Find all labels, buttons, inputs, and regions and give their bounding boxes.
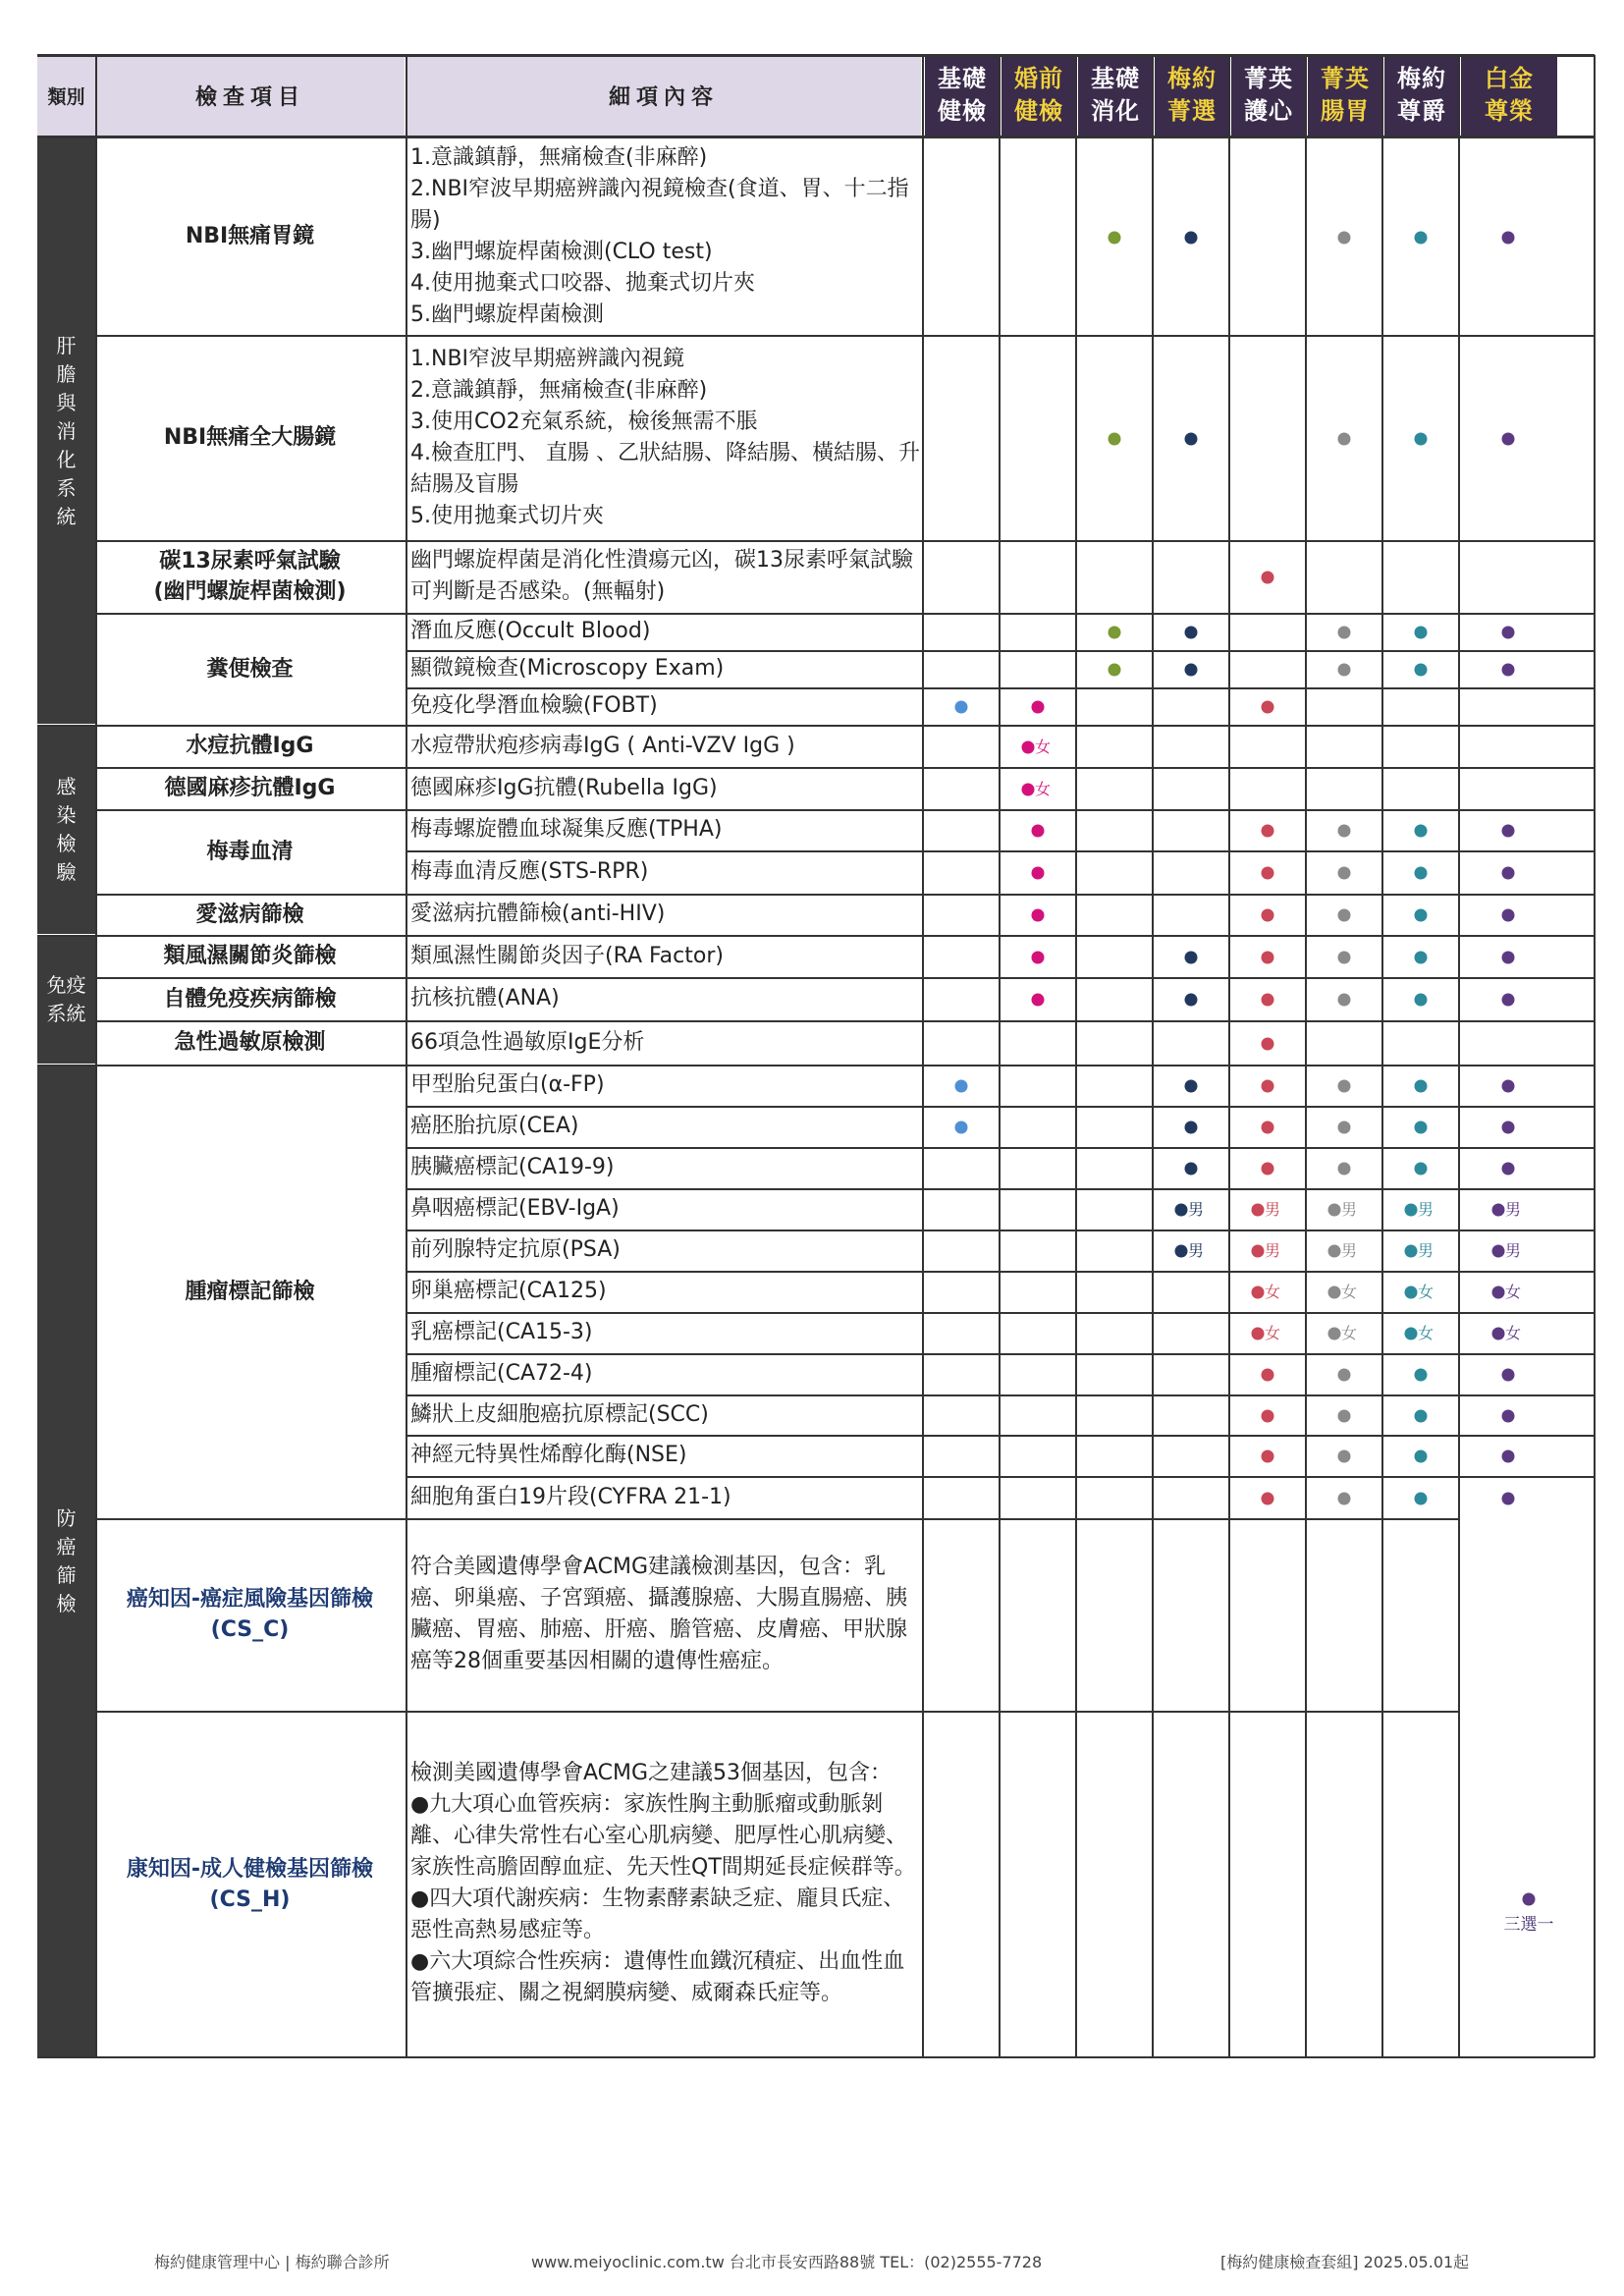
grid-line xyxy=(406,650,1595,652)
grid-line xyxy=(96,935,406,937)
package-included-dot xyxy=(1185,1163,1198,1175)
package-included-dot xyxy=(1405,1328,1418,1340)
package-included-dot xyxy=(1338,627,1351,639)
package-included-dot xyxy=(1338,1492,1351,1504)
gender-label: 女 xyxy=(1418,1283,1435,1301)
detail-cell xyxy=(406,336,921,539)
grid-line xyxy=(406,850,1595,852)
detail-text: 乳癌標記(CA15-3) xyxy=(410,1320,593,1344)
footer-org: 梅約健康管理中心 | 梅約聯合診所 xyxy=(154,2253,390,2271)
package-included-dot xyxy=(955,1121,968,1134)
package-included-dot xyxy=(1328,1204,1341,1217)
gender-label: 男 xyxy=(1505,1200,1522,1219)
package-included-dot xyxy=(1415,825,1428,838)
package-header-line1: 梅約 xyxy=(1167,65,1217,92)
package-included-dot xyxy=(1415,627,1428,639)
grid-line xyxy=(406,335,1595,337)
footer-edition: [梅約健康檢查套組] 2025.05.01起 xyxy=(1220,2253,1470,2271)
detail-text: 德國麻疹IgG抗體(Rubella IgG) xyxy=(410,775,718,800)
package-included-dot xyxy=(1032,994,1045,1007)
detail-cell xyxy=(406,978,921,1019)
gender-label: 女 xyxy=(1341,1283,1358,1301)
detail-text: 符合美國遺傳學會ACMG建議檢測基因，包含：乳癌、卵巢癌、子宮頸癌、攝護腺癌、大腸直腸癌、胰臟癌、胃癌、肺癌、肝癌、膽管癌、皮膚癌、甲狀腺癌等28個重要基因相關的遺傳性癌症。 xyxy=(410,1555,908,1673)
package-header-line2: 尊榮 xyxy=(1485,97,1534,125)
package-included-dot xyxy=(1338,994,1351,1007)
grid-line xyxy=(1228,55,1230,2057)
detail-cell xyxy=(406,1189,921,1229)
item-nbi-colonoscopy: NBI無痛全大腸鏡 xyxy=(163,425,337,450)
header-item: 檢查項目 xyxy=(96,55,405,136)
package-included-dot xyxy=(1502,231,1515,244)
package-included-dot xyxy=(1262,572,1274,584)
grid-line xyxy=(96,1711,406,1713)
package-included-dot xyxy=(1338,1450,1351,1463)
package-included-dot xyxy=(1262,1037,1274,1050)
package-included-dot xyxy=(1415,432,1428,445)
package-included-dot xyxy=(1338,1121,1351,1134)
grid-line xyxy=(96,1020,406,1022)
footer-contact: www.meiyoclinic.com.tw 台北市長安西路88號 TEL：(02)2555-7728 xyxy=(531,2253,1043,2271)
package-included-dot xyxy=(1262,867,1274,880)
gender-label: 女 xyxy=(1341,1324,1358,1342)
package-included-dot xyxy=(1415,1121,1428,1134)
package-included-dot xyxy=(1328,1245,1341,1258)
detail-text: 檢測美國遺傳學會ACMG之建議53個基因，包含： ●九大項心血管疾病：家族性胸主動脈瘤或動脈剝離、心律失常性右心室心肌病變、肥厚性心肌病變、家族性高膽固醇血症、先天性QT間期延長症候群等。 ●四大項代謝疾病：生物素酵素缺乏症、龐貝氏症、惡性高熱易感症等。 ●六大項綜合性疾病：遺傳性血鐵沉積症、出血性血管擴張症、關之視網膜病變、威爾森氏症等。 xyxy=(410,1761,916,2005)
detail-cell xyxy=(406,1066,921,1105)
item-cs-c-gene-test: 癌知因-癌症風險基因篩檢 (CS_C) xyxy=(126,1587,374,1642)
grid-line xyxy=(96,725,406,727)
grid-line xyxy=(406,894,1595,896)
detail-text: 甲型胎兒蛋白(α-FP) xyxy=(410,1072,605,1097)
package-included-dot xyxy=(1338,867,1351,880)
grid-line xyxy=(406,1435,1595,1437)
grid-line xyxy=(1305,55,1307,2057)
package-included-dot xyxy=(1502,867,1515,880)
grid-line xyxy=(37,725,96,727)
package-included-dot xyxy=(1262,825,1274,838)
package-included-dot xyxy=(1022,783,1035,795)
category-digestive: 肝膽與消化系統 xyxy=(37,138,95,724)
item-allergy-test: 急性過敏原檢測 xyxy=(174,1030,326,1055)
package-header-line2: 消化 xyxy=(1091,97,1140,125)
package-included-dot xyxy=(1252,1328,1265,1340)
package-included-dot xyxy=(1502,951,1515,963)
item-rheumatoid-screening: 類風濕關節炎篩檢 xyxy=(163,944,337,968)
package-header-line1: 婚前 xyxy=(1014,65,1063,92)
package-included-dot xyxy=(1109,664,1121,677)
package-included-dot xyxy=(1415,867,1428,880)
gender-label: 女 xyxy=(1265,1324,1281,1342)
package-included-dot xyxy=(1415,1163,1428,1175)
detail-cell xyxy=(406,768,921,808)
detail-cell xyxy=(406,651,921,686)
detail-cell xyxy=(406,1712,921,2055)
detail-cell xyxy=(406,1395,921,1434)
grid-line xyxy=(37,1065,96,1066)
package-included-dot xyxy=(1328,1328,1341,1340)
gender-label: 男 xyxy=(1188,1200,1205,1219)
package-included-dot xyxy=(1415,1492,1428,1504)
package-header xyxy=(1231,55,1306,136)
choose-one-dot xyxy=(1523,1893,1536,1906)
package-included-dot xyxy=(1262,951,1274,963)
header-category: 類別 xyxy=(37,55,95,136)
package-included-dot xyxy=(1032,909,1045,922)
detail-text: 卵巢癌標記(CA125) xyxy=(410,1279,607,1303)
package-header-line1: 基礎 xyxy=(1091,65,1140,92)
grid-line xyxy=(1594,55,1596,2057)
grid-line xyxy=(96,1518,406,1520)
detail-text: 免疫化學潛血檢驗(FOBT) xyxy=(410,693,658,718)
detail-text: 鱗狀上皮細胞癌抗原標記(SCC) xyxy=(410,1401,709,1427)
item-hiv-screening: 愛滋病篩檢 xyxy=(195,902,304,927)
detail-cell xyxy=(406,1519,921,1710)
package-included-dot xyxy=(1502,1409,1515,1422)
package-included-dot xyxy=(1338,1369,1351,1382)
detail-cell xyxy=(406,726,921,766)
package-header-line2: 健檢 xyxy=(938,97,987,125)
package-included-dot xyxy=(1415,1369,1428,1382)
package-included-dot xyxy=(1185,664,1198,677)
package-header xyxy=(1461,55,1557,136)
package-included-dot xyxy=(1502,1080,1515,1093)
grid-line xyxy=(406,1476,1595,1478)
detail-text: 梅毒血清反應(STS-RPR) xyxy=(410,859,649,884)
package-included-dot xyxy=(1262,994,1274,1007)
package-included-dot xyxy=(1492,1286,1505,1299)
grid-line xyxy=(96,613,406,615)
package-header-line1: 白金 xyxy=(1485,65,1534,92)
grid-line xyxy=(406,1065,1595,1066)
package-header-line1: 菁英 xyxy=(1321,65,1370,92)
grid-line xyxy=(37,2056,1595,2058)
item-autoimmune-screening: 自體免疫疾病篩檢 xyxy=(163,986,337,1011)
package-included-dot xyxy=(1415,951,1428,963)
gender-label: 女 xyxy=(1505,1283,1522,1301)
package-included-dot xyxy=(1262,1492,1274,1504)
detail-cell xyxy=(406,541,921,612)
item-nbi-gastroscopy: NBI無痛胃鏡 xyxy=(185,224,315,248)
gender-label: 男 xyxy=(1505,1241,1522,1260)
grid-line xyxy=(406,1230,1595,1231)
grid-line xyxy=(406,1020,1595,1022)
grid-line xyxy=(96,1065,406,1066)
detail-cell xyxy=(406,810,921,849)
detail-cell xyxy=(406,1107,921,1146)
package-included-dot xyxy=(1185,1121,1198,1134)
package-included-dot xyxy=(1502,664,1515,677)
grid-line xyxy=(96,540,406,542)
detail-text: 66項急性過敏原IgE分析 xyxy=(410,1029,645,1055)
gender-label: 男 xyxy=(1265,1200,1281,1219)
gender-label: 女 xyxy=(1418,1324,1435,1342)
detail-text: 前列腺特定抗原(PSA) xyxy=(410,1237,621,1262)
package-included-dot xyxy=(1502,909,1515,922)
package-included-dot xyxy=(1338,1163,1351,1175)
detail-cell xyxy=(406,688,921,724)
category-infection: 感染檢驗 xyxy=(37,726,95,934)
gender-label: 男 xyxy=(1341,1241,1358,1260)
package-included-dot xyxy=(1502,1369,1515,1382)
package-included-dot xyxy=(1109,432,1121,445)
detail-text: 癌胚胎抗原(CEA) xyxy=(410,1114,579,1138)
package-included-dot xyxy=(1109,627,1121,639)
package-included-dot xyxy=(1502,432,1515,445)
detail-cell xyxy=(406,614,921,649)
detail-cell xyxy=(406,1354,921,1394)
grid-line xyxy=(406,1312,1595,1314)
grid-line xyxy=(406,1188,1595,1190)
header-detail: 細項內容 xyxy=(406,55,921,136)
package-included-dot xyxy=(1252,1245,1265,1258)
package-header xyxy=(1001,55,1076,136)
grid-line xyxy=(96,767,406,769)
detail-cell xyxy=(406,1477,921,1517)
package-header xyxy=(925,55,1000,136)
grid-line xyxy=(96,977,406,979)
grid-line xyxy=(406,767,1595,769)
item-stool-test: 糞便檢查 xyxy=(206,656,294,682)
grid-line xyxy=(406,935,1595,937)
detail-text: 抗核抗體(ANA) xyxy=(410,986,560,1011)
package-included-dot xyxy=(1032,701,1045,714)
gender-label: 男 xyxy=(1418,1200,1435,1219)
detail-text: 細胞角蛋白19片段(CYFRA 21-1) xyxy=(410,1484,731,1509)
gender-label: 男 xyxy=(1341,1200,1358,1219)
detail-text: 幽門螺旋桿菌是消化性潰瘍元凶，碳13尿素呼氣試驗可判斷是否感染。(無輻射) xyxy=(410,548,913,604)
detail-cell xyxy=(406,895,921,934)
grid-line xyxy=(406,809,1595,811)
package-included-dot xyxy=(1252,1286,1265,1299)
package-included-dot xyxy=(1405,1286,1418,1299)
package-included-dot xyxy=(1502,1492,1515,1504)
package-included-dot xyxy=(1492,1204,1505,1217)
choose-one-label: 三選一 xyxy=(1503,1915,1554,1935)
detail-text: 腫瘤標記(CA72-4) xyxy=(410,1361,593,1386)
package-included-dot xyxy=(1185,231,1198,244)
detail-cell xyxy=(406,1021,921,1064)
package-included-dot xyxy=(1022,740,1035,753)
package-included-dot xyxy=(1185,994,1198,1007)
item-rubella-igg: 德國麻疹抗體IgG xyxy=(164,776,336,800)
grid-line xyxy=(406,1518,1459,1520)
category-cancer-screening: 防癌篩檢 xyxy=(37,1066,95,2057)
item-urea-breath-test: 碳13尿素呼氣試驗 (幽門螺旋桿菌檢測) xyxy=(153,549,347,604)
detail-cell xyxy=(406,1230,921,1270)
grid-line xyxy=(922,55,924,2057)
package-included-dot xyxy=(1032,825,1045,838)
package-included-dot xyxy=(1502,825,1515,838)
package-included-dot xyxy=(1405,1245,1418,1258)
gender-label: 女 xyxy=(1505,1324,1522,1342)
package-included-dot xyxy=(1262,1163,1274,1175)
grid-line xyxy=(406,613,1595,615)
package-included-dot xyxy=(1032,867,1045,880)
detail-cell xyxy=(406,1272,921,1311)
package-included-dot xyxy=(1185,1080,1198,1093)
package-included-dot xyxy=(955,701,968,714)
package-included-dot xyxy=(1338,951,1351,963)
detail-text: 1.NBI窄波早期癌辨識內視鏡 2.意識鎮靜，無痛檢查(非麻醉) 3.使用CO2充氣系統，檢後無需不脹 4.檢查肛門、 直腸 、乙狀結腸、降結腸、橫結腸、升結腸及盲腸 5.使用拋棄式切片夾 xyxy=(410,346,920,528)
grid-line xyxy=(37,136,1595,138)
package-included-dot xyxy=(1175,1245,1188,1258)
detail-text: 類風濕性關節炎因子(RA Factor) xyxy=(410,943,724,968)
package-included-dot xyxy=(1338,909,1351,922)
detail-text: 顯微鏡檢查(Microscopy Exam) xyxy=(410,656,725,681)
grid-line xyxy=(406,977,1595,979)
package-included-dot xyxy=(1502,1121,1515,1134)
package-header xyxy=(1155,55,1229,136)
grid-line xyxy=(406,1711,1459,1713)
package-included-dot xyxy=(1338,664,1351,677)
grid-line xyxy=(406,1271,1595,1273)
grid-line xyxy=(406,540,1595,542)
grid-line xyxy=(406,1394,1595,1396)
package-included-dot xyxy=(1415,1080,1428,1093)
package-included-dot xyxy=(1262,701,1274,714)
package-included-dot xyxy=(1502,1450,1515,1463)
detail-text: 梅毒螺旋體血球凝集反應(TPHA) xyxy=(410,817,723,842)
item-tumor-markers: 腫瘤標記篩檢 xyxy=(185,1279,315,1304)
grid-line xyxy=(37,935,96,937)
package-included-dot xyxy=(1109,231,1121,244)
gender-label: 女 xyxy=(1035,737,1052,756)
grid-line xyxy=(1075,55,1077,2057)
package-included-dot xyxy=(1492,1328,1505,1340)
detail-text: 神經元特異性烯醇化酶(NSE) xyxy=(410,1443,687,1467)
grid-line xyxy=(96,335,406,337)
detail-text: 潛血反應(Occult Blood) xyxy=(410,619,651,643)
package-included-dot xyxy=(1415,231,1428,244)
detail-cell xyxy=(406,1313,921,1352)
package-included-dot xyxy=(1185,951,1198,963)
package-included-dot xyxy=(1328,1286,1341,1299)
package-header-line2: 尊爵 xyxy=(1397,97,1446,125)
package-header xyxy=(1308,55,1382,136)
item-varicella-igg: 水痘抗體IgG xyxy=(186,734,314,758)
package-included-dot xyxy=(1338,231,1351,244)
detail-text: 1.意識鎮靜，無痛檢查(非麻醉) 2.NBI窄波早期癌辨識內視鏡檢查(食道、胃、十二指腸) 3.幽門螺旋桿菌檢測(CLO test) 4.使用拋棄式口咬器、拋棄式切片夾 5.幽門螺旋桿菌檢測 xyxy=(410,144,909,327)
detail-cell xyxy=(406,851,921,893)
package-header-line2: 健檢 xyxy=(1014,97,1063,125)
package-included-dot xyxy=(1262,1369,1274,1382)
grid-line xyxy=(406,55,407,2057)
item-cs-h-gene-test: 康知因-成人健檢基因篩檢 (CS_H) xyxy=(126,1857,374,1912)
package-included-dot xyxy=(1415,664,1428,677)
package-included-dot xyxy=(1262,909,1274,922)
grid-line xyxy=(406,725,1595,727)
category-immune: 免疫系統 xyxy=(37,936,95,1064)
gender-label: 男 xyxy=(1188,1241,1205,1260)
grid-line xyxy=(999,55,1001,2057)
grid-line xyxy=(95,55,97,2057)
package-included-dot xyxy=(1338,1080,1351,1093)
package-included-dot xyxy=(1338,1409,1351,1422)
package-included-dot xyxy=(1405,1204,1418,1217)
package-header-line2: 菁選 xyxy=(1167,97,1217,125)
package-header-line2: 護心 xyxy=(1244,97,1293,125)
grid-line xyxy=(96,894,406,896)
gender-label: 女 xyxy=(1035,779,1052,798)
detail-cell xyxy=(406,1436,921,1475)
grid-line xyxy=(406,1147,1595,1149)
package-included-dot xyxy=(1492,1245,1505,1258)
detail-text: 水痘帶狀疱疹病毒IgG ( Anti-VZV IgG ) xyxy=(410,733,795,758)
gender-label: 男 xyxy=(1265,1241,1281,1260)
detail-text: 胰臟癌標記(CA19-9) xyxy=(410,1155,615,1179)
grid-line xyxy=(406,1353,1595,1355)
package-included-dot xyxy=(955,1080,968,1093)
package-header xyxy=(1078,55,1153,136)
package-included-dot xyxy=(1262,1450,1274,1463)
package-header xyxy=(1384,55,1459,136)
package-included-dot xyxy=(1338,825,1351,838)
exam-package-table xyxy=(37,55,1595,2057)
detail-text: 愛滋病抗體篩檢(anti-HIV) xyxy=(410,902,666,926)
package-included-dot xyxy=(1032,951,1045,963)
grid-line xyxy=(406,687,1595,689)
package-included-dot xyxy=(1502,1163,1515,1175)
package-included-dot xyxy=(1262,1409,1274,1422)
package-header-line1: 菁英 xyxy=(1244,65,1293,92)
package-included-dot xyxy=(1262,1121,1274,1134)
gender-label: 女 xyxy=(1265,1283,1281,1301)
package-header-line1: 基礎 xyxy=(938,65,987,92)
detail-cell xyxy=(406,936,921,976)
package-included-dot xyxy=(1252,1204,1265,1217)
grid-line xyxy=(406,1106,1595,1108)
package-included-dot xyxy=(1502,994,1515,1007)
grid-line xyxy=(1458,55,1460,2057)
grid-line xyxy=(1381,55,1383,2057)
package-included-dot xyxy=(1185,432,1198,445)
grid-line xyxy=(1152,55,1154,2057)
package-header-line1: 梅約 xyxy=(1397,65,1446,92)
package-included-dot xyxy=(1502,627,1515,639)
package-included-dot xyxy=(1415,994,1428,1007)
package-included-dot xyxy=(1262,1080,1274,1093)
grid-line xyxy=(96,809,406,811)
package-included-dot xyxy=(1175,1204,1188,1217)
package-included-dot xyxy=(1415,909,1428,922)
detail-text: 鼻咽癌標記(EBV-IgA) xyxy=(410,1196,620,1221)
package-included-dot xyxy=(1415,1450,1428,1463)
grid-line xyxy=(37,54,1595,57)
detail-cell xyxy=(406,138,921,334)
gender-label: 男 xyxy=(1418,1241,1435,1260)
detail-cell xyxy=(406,1148,921,1187)
package-included-dot xyxy=(1185,627,1198,639)
package-included-dot xyxy=(1415,1409,1428,1422)
package-included-dot xyxy=(1338,432,1351,445)
package-header-line2: 腸胃 xyxy=(1321,97,1370,125)
item-syphilis-serum: 梅毒血清 xyxy=(206,839,294,864)
